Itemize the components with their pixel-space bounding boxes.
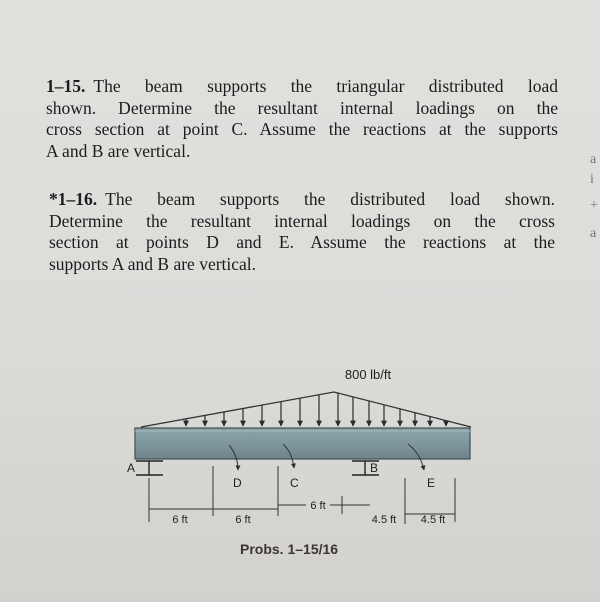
figure-caption: Probs. 1–15/16 — [240, 541, 339, 557]
load-label: 800 lb/ft — [344, 367, 392, 382]
margin-fragment: i — [590, 172, 594, 187]
problem-text-line: cross section at point C. Assume the reactions at the supports — [46, 119, 558, 139]
margin-fragment: + — [590, 198, 598, 213]
problem-number: *1–16. — [49, 189, 98, 209]
margin-fragment: a — [590, 226, 597, 241]
point-label-b: B — [370, 461, 379, 475]
problem-text-line: The beam supports the distributed load shown. — [105, 189, 555, 209]
dimension-label: 4.5 ft — [371, 514, 397, 526]
problem-text-line: section at points D and E. Assume the reactions at the — [49, 232, 555, 252]
dimension-label: 6 ft — [235, 514, 251, 526]
problem-text-line: The beam supports the triangular distributed load — [93, 76, 558, 96]
beam — [135, 428, 470, 459]
problem-number: 1–15. — [46, 76, 86, 96]
point-label-d: D — [233, 476, 242, 490]
margin-fragment: a — [590, 152, 597, 167]
problem-text-line: supports A and B are vertical. — [49, 253, 257, 274]
point-label-e: E — [427, 476, 436, 490]
problem-text-line: A and B are vertical. — [46, 140, 191, 161]
problem-text-line: Determine the resultant internal loadings on the cross — [49, 210, 555, 231]
point-label-c: C — [290, 476, 299, 490]
support-a — [136, 461, 163, 475]
dimension-label: 4.5 ft — [420, 514, 446, 526]
dimension-ticks — [149, 466, 455, 524]
dimension-lines — [149, 505, 455, 514]
distributed-load — [141, 392, 471, 427]
dimension-label: 6 ft — [172, 514, 188, 526]
problem-text-line: shown. Determine the resultant internal loadings on the — [46, 97, 558, 118]
dimension-label: 6 ft — [310, 500, 326, 512]
point-label-a: A — [127, 461, 136, 475]
